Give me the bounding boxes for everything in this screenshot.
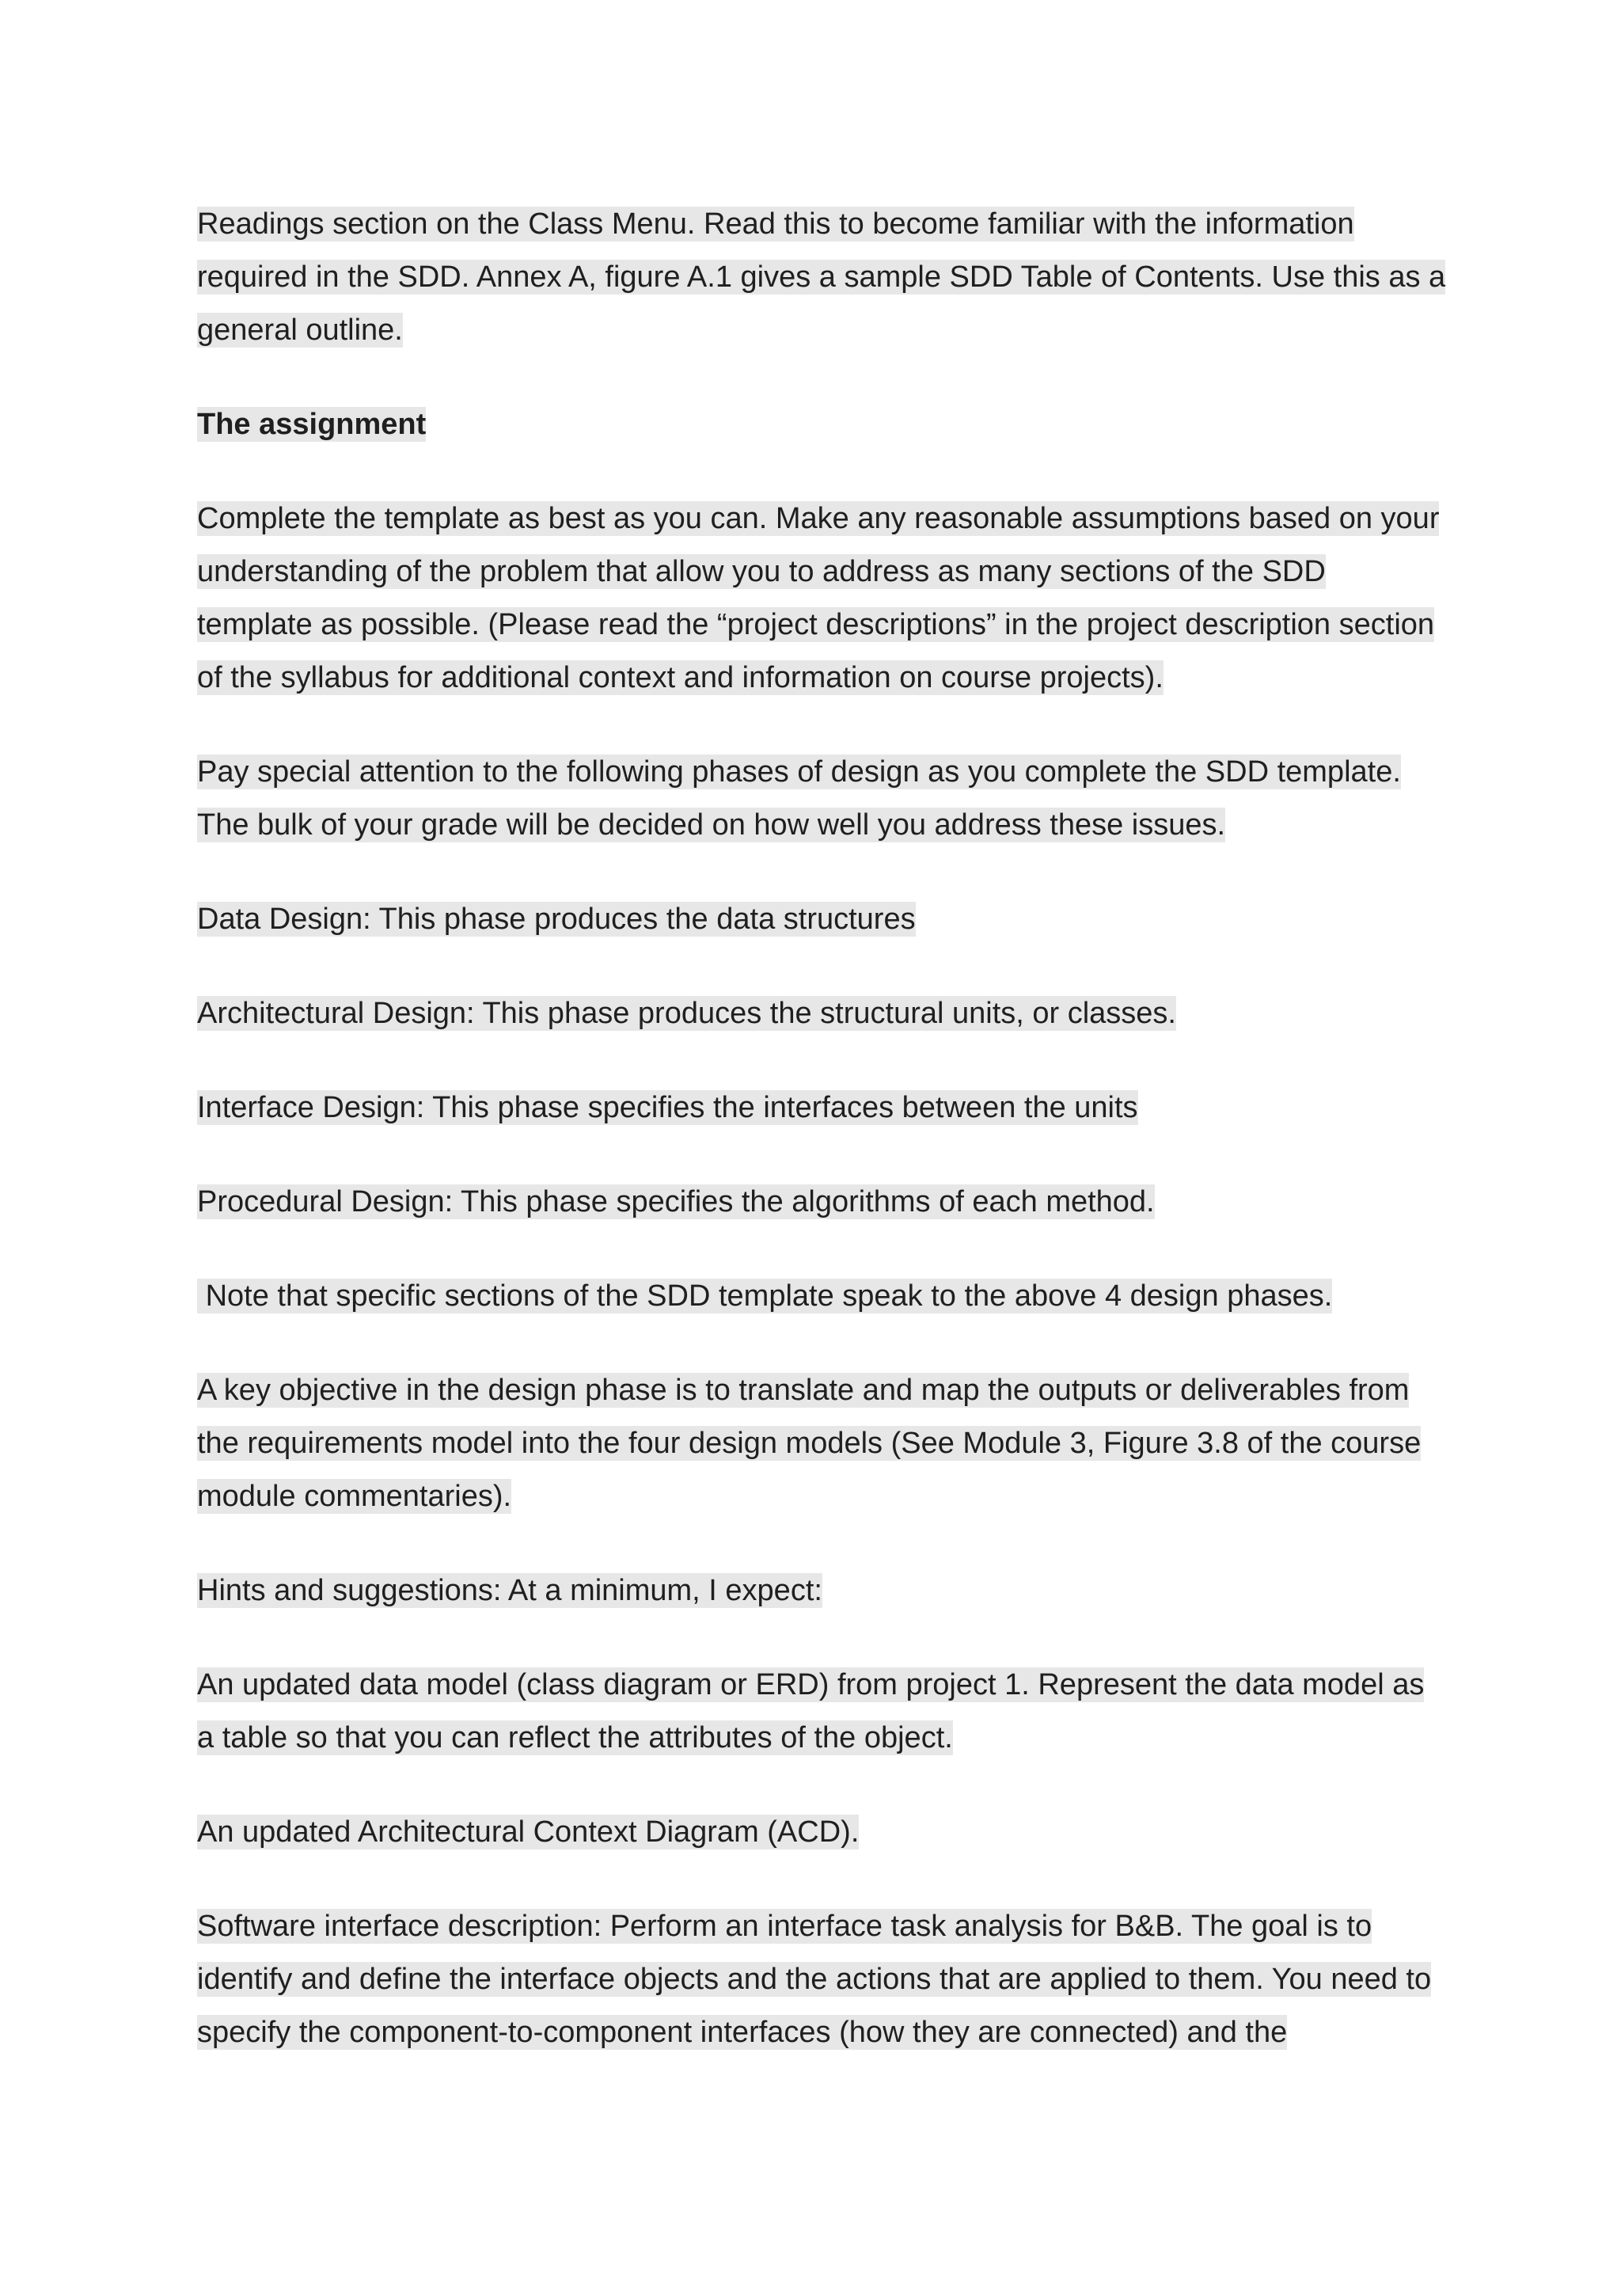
paragraph-text: Software interface description: Perform an interface task analysis for B&B. The goal is to identify and define the interface objects and the actions that are applied to them. You need to specify the component-to-component interfaces (how they are connected) and the [197, 1910, 1432, 2049]
paragraph-hints [197, 1564, 1448, 1617]
paragraph-text: Data Design: This phase produces the data structures [197, 903, 916, 936]
paragraph-note [197, 1270, 1448, 1323]
paragraph-text: Interface Design: This phase specifies the interfaces between the units [197, 1091, 1138, 1124]
paragraph-text: Complete the template as best as you can. Make any reasonable assumptions based on your understanding of the problem that allow you to address as many sections of the SDD template as possible. (Please read the “project descriptions” in the project description section of the syllabus for additional context and information on course projects). [197, 502, 1440, 694]
paragraph-architectural-design [197, 987, 1448, 1040]
paragraph-data-model [197, 1659, 1448, 1765]
paragraph-text: Note that specific sections of the SDD template speak to the above 4 design phases. [197, 1279, 1333, 1313]
paragraph-text: Procedural Design: This phase specifies the algorithms of each method. [197, 1185, 1155, 1218]
paragraph-text: Readings section on the Class Menu. Read this to become familiar with the information required in the SDD. Annex A, figure A.1 gives a sample SDD Table of Contents. Use this as a general outline. [197, 207, 1446, 347]
paragraph-readings [197, 198, 1448, 357]
paragraph-acd [197, 1806, 1448, 1859]
paragraph-key-objective [197, 1364, 1448, 1523]
paragraph-text: An updated data model (class diagram or ERD) from project 1. Represent the data model as a table so that you can reflect the attributes of the object. [197, 1668, 1425, 1754]
paragraph-procedural-design [197, 1176, 1448, 1229]
paragraph-design-phases [197, 746, 1448, 852]
paragraph-text: An updated Architectural Context Diagram (ACD). [197, 1815, 860, 1849]
heading-text: The assignment [197, 408, 427, 441]
paragraph-software-interface [197, 1900, 1448, 2059]
section-heading-assignment [197, 398, 1448, 451]
paragraph-data-design [197, 893, 1448, 946]
paragraph-interface-design [197, 1081, 1448, 1135]
document-page [197, 198, 1448, 2100]
paragraph-text: Hints and suggestions: At a minimum, I expect: [197, 1574, 822, 1607]
paragraph-complete-template [197, 492, 1448, 705]
paragraph-text: Architectural Design: This phase produces the structural units, or classes. [197, 997, 1176, 1030]
paragraph-text: A key objective in the design phase is to translate and map the outputs or deliverables from the requirements model into the four design models (See Module 3, Figure 3.8 of the course module commentaries). [197, 1374, 1422, 1513]
paragraph-text: Pay special attention to the following phases of design as you complete the SDD template. The bulk of your grade will be decided on how well you address these issues. [197, 755, 1401, 842]
